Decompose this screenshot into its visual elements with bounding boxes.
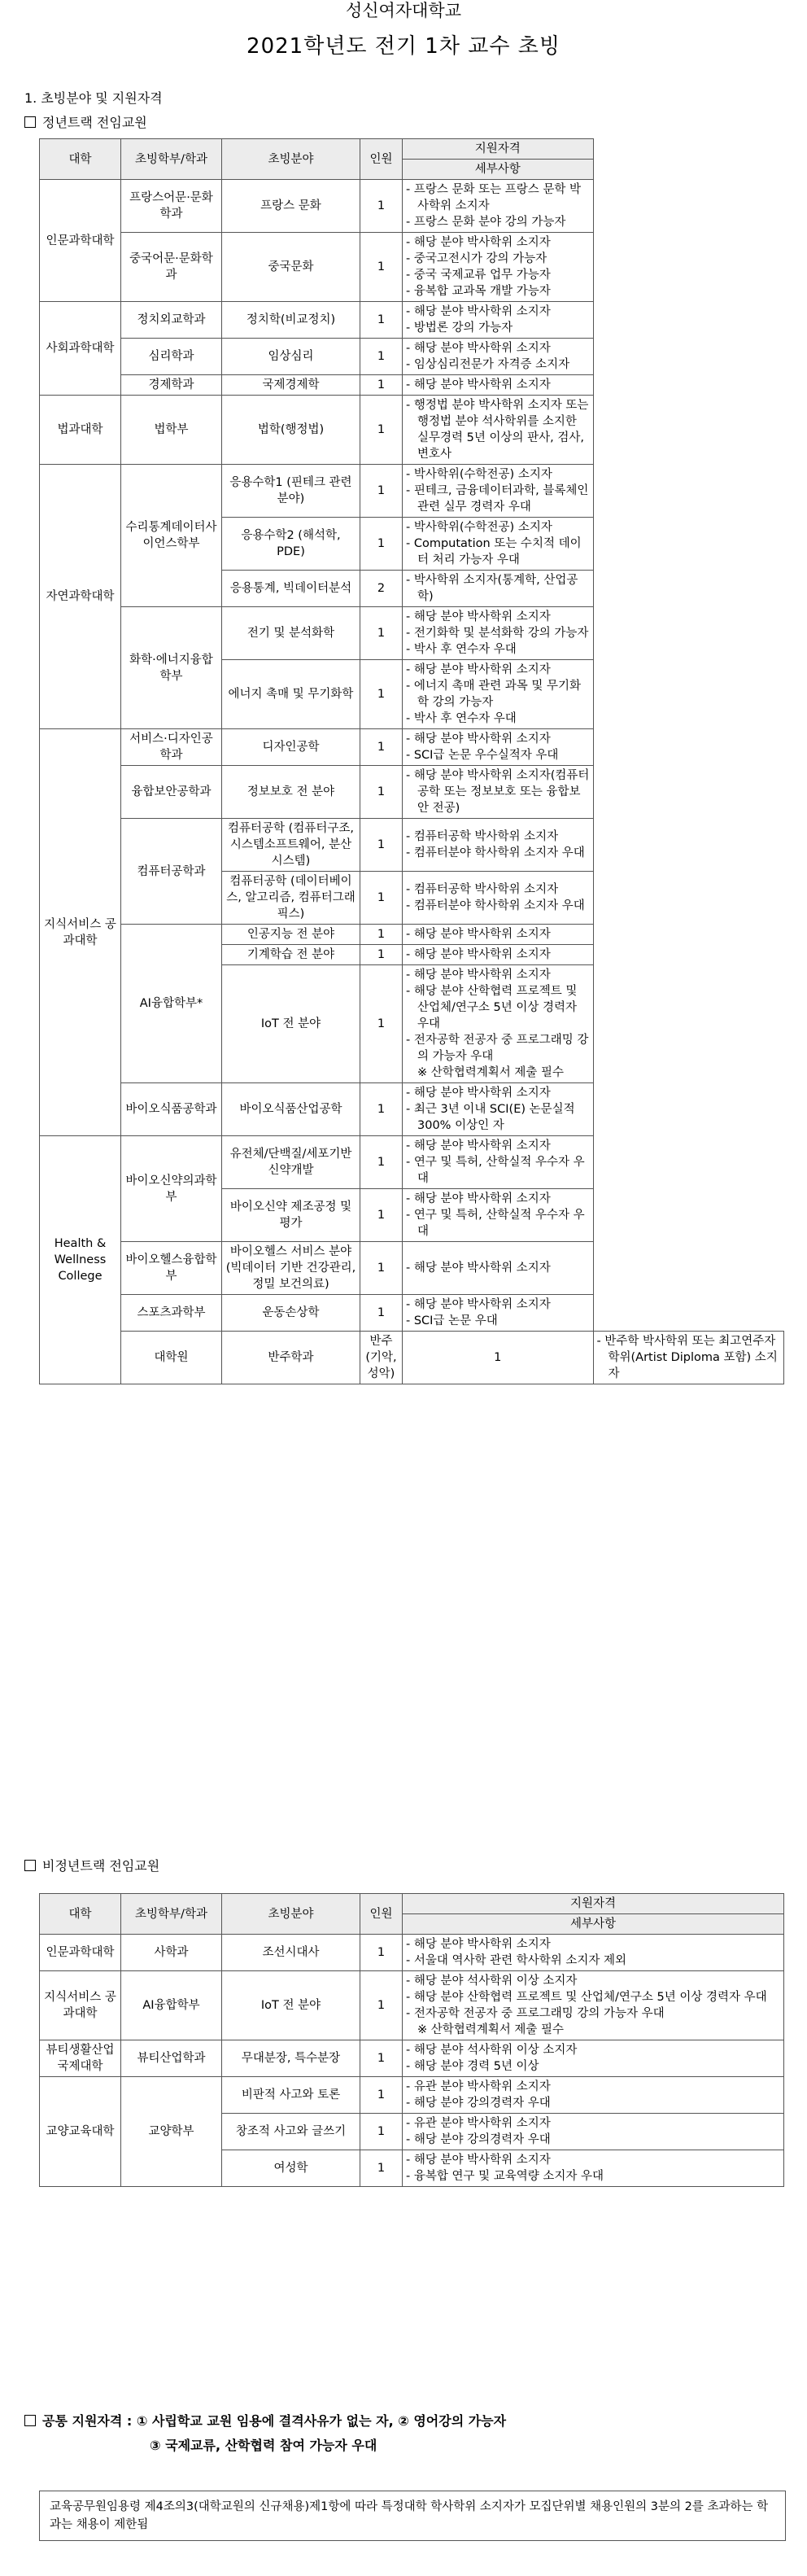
qualification-item: - 중국 국제교류 업무 가능자 (406, 267, 590, 283)
field-cell: 조선시대사 (222, 1935, 360, 1971)
qualification-item: - 해당 분야 강의경력자 우대 (406, 2132, 780, 2148)
table-row (40, 396, 784, 465)
college-cell: 교양교육대학 (40, 2077, 121, 2187)
qualification-item: - 임상심리전문가 자격증 소지자 (406, 356, 590, 373)
count-cell: 1 (360, 945, 403, 965)
col-count: 인원 (360, 1894, 403, 1935)
col-qual: 지원자격 (403, 139, 594, 160)
field-cell: 디자인공학 (222, 729, 360, 766)
table-row (40, 2040, 784, 2077)
qualification-item: - 해당 분야 산학협력 프로젝트 및 산업체/연구소 5년 이상 경력자 우대 (406, 1989, 780, 2005)
col-qual-sub: 세부사항 (403, 1914, 784, 1935)
dept-cell: 중국어문·문화학과 (121, 233, 222, 302)
count-cell: 1 (360, 1189, 403, 1242)
qualification-item: - 해당 분야 박사학위 소지자 (406, 609, 590, 625)
dept-cell: AI융합학부 (121, 1971, 222, 2040)
count-cell: 1 (360, 766, 403, 819)
col-qual: 지원자격 (403, 1894, 784, 1914)
qualification-item: - 해당 분야 박사학위 소지자 (406, 340, 590, 356)
qualification-cell (403, 518, 594, 571)
track-label: 비정년트랙 전임교원 (42, 1858, 160, 1874)
count-cell: 1 (360, 819, 403, 872)
table-row (40, 465, 784, 518)
field-cell: 컴퓨터공학 (데이터베이스, 알고리즘, 컴퓨터그래픽스) (222, 872, 360, 925)
qualification-item: - 해당 분야 박사학위 소지자 (406, 1085, 590, 1101)
dept-cell: 바이오신약의과학부 (121, 1136, 222, 1242)
qualification-item: - 반주학 박사학위 또는 최고연주자 학위(Artist Diploma 포함) 소지자 (597, 1333, 781, 1382)
dept-cell: 서비스·디자인공학과 (121, 729, 222, 766)
field-cell: 임상심리 (222, 339, 360, 375)
qualification-cell (403, 465, 594, 518)
field-cell: 바이오신약 제조공정 및 평가 (222, 1189, 360, 1242)
qualification-item: - 융복합 교과목 개발 가능자 (406, 283, 590, 300)
dept-cell: 바이오헬스융합학부 (121, 1242, 222, 1295)
dept-cell: 교양학부 (121, 2077, 222, 2187)
field-cell: 바이오헬스 서비스 분야 (빅데이터 기반 건강관리, 정밀 보건의료) (222, 1242, 360, 1295)
qualification-item: - 박사 후 연수자 우대 (406, 641, 590, 658)
count-cell: 1 (360, 396, 403, 465)
field-cell: 응용수학2 (해석학, PDE) (222, 518, 360, 571)
qualification-item: - 전기화학 및 분석화학 강의 가능자 (406, 625, 590, 641)
count-cell: 1 (360, 607, 403, 660)
dept-cell: 바이오식품공학과 (121, 1083, 222, 1136)
dept-cell: 법학부 (121, 396, 222, 465)
table-row (40, 1136, 784, 1189)
qualification-item: - 서울대 역사학 관련 학사학위 소지자 제외 (406, 1953, 780, 1969)
count-cell: 1 (360, 180, 403, 233)
dept-cell: 수리통계데이터사이언스학부 (121, 465, 222, 607)
qualification-item: - 해당 분야 박사학위 소지자 (406, 1297, 590, 1313)
qualification-item: - 해당 분야 박사학위 소지자 (406, 1260, 590, 1276)
col-college: 대학 (40, 139, 121, 180)
count-cell: 1 (360, 1295, 403, 1332)
count-cell: 1 (360, 375, 403, 396)
count-cell: 1 (360, 925, 403, 945)
count-cell: 1 (360, 872, 403, 925)
dept-cell: 반주학과 (222, 1332, 360, 1384)
qualification-item: - 박사학위 소지자(통계학, 산업공학) (406, 572, 590, 605)
qualification-cell (593, 1332, 784, 1384)
qualification-item: - 해당 분야 석사학위 이상 소지자 (406, 2042, 780, 2058)
qualification-cell (403, 1242, 594, 1295)
field-cell: 법학(행정법) (222, 396, 360, 465)
track-heading-tenure (24, 114, 147, 132)
qualification-cell (403, 180, 594, 233)
dept-cell: 융합보안공학과 (121, 766, 222, 819)
college-cell: 인문과학대학 (40, 1935, 121, 1971)
college-cell: 지식서비스 공과대학 (40, 1971, 121, 2040)
count-cell: 1 (360, 1136, 403, 1189)
count-cell: 1 (360, 465, 403, 518)
field-cell: 응용수학1 (핀테크 관련 분야) (222, 465, 360, 518)
qualification-note: ※ 산학협력계획서 제출 필수 (417, 2023, 565, 2036)
count-cell: 1 (360, 1935, 403, 1971)
field-cell: 에너지 촉매 및 무기화학 (222, 660, 360, 729)
qualification-item: - 연구 및 특허, 산학실적 우수자 우대 (406, 1154, 590, 1187)
qualification-item: - 유관 분야 박사학위 소지자 (406, 2115, 780, 2132)
table-row (40, 1332, 784, 1384)
table-row (40, 1935, 784, 1971)
qualification-item: - 해당 분야 박사학위 소지자 (406, 1191, 590, 1207)
qualification-item: - 최근 3년 이내 SCI(E) 논문실적 300% 이상인 자 (406, 1101, 590, 1134)
common-qualifications-line2: ③ 국제교류, 산학협력 참여 가능자 우대 (150, 2438, 377, 2453)
qualification-item: - 전자공학 전공자 중 프로그래밍 강의 가능자 우대 (406, 2005, 780, 2022)
col-count: 인원 (360, 139, 403, 180)
qualification-item: - 에너지 촉매 관련 과목 및 무기화학 강의 가능자 (406, 678, 590, 711)
qualification-item: - 컴퓨터공학 박사학위 소지자 (406, 829, 590, 845)
qualification-item: - SCI급 논문 우수실적자 우대 (406, 747, 590, 763)
qualification-item: - 해당 분야 박사학위 소지자(컴퓨터공학 또는 정보보호 또는 융합보안 전공) (406, 768, 590, 816)
qualification-item: - 해당 분야 박사학위 소지자 (406, 1936, 780, 1953)
qualification-item: - SCI급 논문 우대 (406, 1313, 590, 1329)
field-cell: 전기 및 분석화학 (222, 607, 360, 660)
qualification-item: - 해당 분야 박사학위 소지자 (406, 662, 590, 678)
table-row (40, 925, 784, 945)
field-cell: 여성학 (222, 2150, 360, 2187)
college-cell: 사회과학대학 (40, 302, 121, 396)
college-cell: Health & Wellness College (40, 1136, 121, 1384)
qualification-cell (403, 2040, 784, 2077)
qualification-item: - 박사 후 연수자 우대 (406, 711, 590, 727)
qualification-item: - 해당 분야 경력 5년 이상 (406, 2058, 780, 2075)
college-cell: 인문과학대학 (40, 180, 121, 302)
qualification-item: - 전자공학 전공자 중 프로그래밍 강의 가능자 우대 (406, 1032, 590, 1065)
field-cell: 비판적 사고와 토론 (222, 2077, 360, 2114)
qualification-item: - 컴퓨터분야 학사학위 소지자 우대 (406, 898, 590, 914)
qualification-cell (403, 965, 594, 1083)
field-cell: 창조적 사고와 글쓰기 (222, 2114, 360, 2150)
qualification-item: - 박사학위(수학전공) 소지자 (406, 466, 590, 483)
dept-cell: 사학과 (121, 1935, 222, 1971)
table-row (40, 302, 784, 339)
count-cell: 1 (403, 1332, 594, 1384)
col-field: 초빙분야 (222, 1894, 360, 1935)
count-cell: 1 (360, 1083, 403, 1136)
field-cell: 인공지능 전 분야 (222, 925, 360, 945)
qualification-cell (403, 1935, 784, 1971)
qualification-item: - 방법론 강의 가능자 (406, 320, 590, 336)
qualification-item: - 핀테크, 금융데이터과학, 블록체인 관련 실무 경력자 우대 (406, 483, 590, 515)
qualification-item: - 해당 분야 박사학위 소지자 (406, 926, 590, 942)
qualification-cell (403, 945, 594, 965)
table-row (40, 1242, 784, 1295)
field-cell: 바이오식품산업공학 (222, 1083, 360, 1136)
qualification-item: - 해당 분야 박사학위 소지자 (406, 731, 590, 747)
section-heading: 1. 초빙분야 및 지원자격 (24, 90, 163, 106)
table-row (40, 339, 784, 375)
checkbox-icon (24, 1860, 36, 1871)
qualification-item: - 해당 분야 박사학위 소지자 (406, 967, 590, 983)
track-heading-nontenure (24, 1857, 159, 1875)
field-cell: 유전체/단백질/세포기반 신약개발 (222, 1136, 360, 1189)
qualification-item: - 컴퓨터공학 박사학위 소지자 (406, 881, 590, 898)
col-field: 초빙분야 (222, 139, 360, 180)
table-row (40, 1971, 784, 2040)
qualification-cell (403, 2150, 784, 2187)
table-row (40, 180, 784, 233)
qualification-cell (403, 1971, 784, 2040)
dept-cell: 심리학과 (121, 339, 222, 375)
qualification-cell (403, 571, 594, 607)
qualification-cell (403, 607, 594, 660)
dept-cell: 컴퓨터공학과 (121, 819, 222, 925)
checkbox-icon (24, 116, 36, 128)
qualification-item: - 해당 분야 박사학위 소지자 (406, 947, 590, 963)
field-cell: 무대분장, 특수분장 (222, 2040, 360, 2077)
qualification-item: - 해당 분야 강의경력자 우대 (406, 2095, 780, 2111)
col-dept: 초빙학부/학과 (121, 1894, 222, 1935)
college-cell: 자연과학대학 (40, 465, 121, 729)
qualification-cell (403, 233, 594, 302)
table-row (40, 729, 784, 766)
count-cell: 1 (360, 339, 403, 375)
field-cell: 중국문화 (222, 233, 360, 302)
checkbox-icon (24, 2415, 36, 2426)
col-college: 대학 (40, 1894, 121, 1935)
qualification-cell (403, 375, 594, 396)
qualification-note: ※ 산학협력계획서 제출 필수 (417, 1066, 565, 1079)
count-cell: 1 (360, 1971, 403, 2040)
qualification-cell (403, 1136, 594, 1189)
qualification-item: - 프랑스 문화 또는 프랑스 문학 박사학위 소지자 (406, 182, 590, 214)
count-cell: 1 (360, 2150, 403, 2187)
field-cell: 기계학습 전 분야 (222, 945, 360, 965)
table-row (40, 233, 784, 302)
common-label: 공통 지원자격 : ① 사립학교 교원 임용에 결격사유가 없는 자, ② 영어강의 가능자 (42, 2413, 507, 2429)
col-dept: 초빙학부/학과 (121, 139, 222, 180)
count-cell: 1 (360, 729, 403, 766)
qualification-cell (403, 1295, 594, 1332)
table-row (40, 607, 784, 660)
col-qual-sub: 세부사항 (403, 160, 594, 180)
qualification-item: - 해당 분야 박사학위 소지자 (406, 234, 590, 251)
dept-cell: 스포츠과학부 (121, 1295, 222, 1332)
dept-cell: 화학·에너지융합학부 (121, 607, 222, 729)
field-cell: 응용통계, 빅데이터분석 (222, 571, 360, 607)
table-row (40, 1083, 784, 1136)
field-cell: 프랑스 문화 (222, 180, 360, 233)
qualification-item: - 유관 분야 박사학위 소지자 (406, 2079, 780, 2095)
qualification-item: - 컴퓨터분야 학사학위 소지자 우대 (406, 845, 590, 861)
college-cell: 대학원 (121, 1332, 222, 1384)
count-cell: 1 (360, 518, 403, 571)
qualification-cell (403, 872, 594, 925)
qualification-cell (403, 766, 594, 819)
tenure-track-table (39, 138, 784, 1384)
field-cell: 정치학(비교정치) (222, 302, 360, 339)
count-cell: 1 (360, 2040, 403, 2077)
qualification-cell (403, 302, 594, 339)
qualification-cell (403, 396, 594, 465)
field-cell: 국제경제학 (222, 375, 360, 396)
table-row (40, 2077, 784, 2114)
qualification-item: - 프랑스 문화 분야 강의 가능자 (406, 214, 590, 230)
qualification-cell (403, 339, 594, 375)
count-cell: 1 (360, 2114, 403, 2150)
qualification-cell (403, 1083, 594, 1136)
dept-cell: 뷰티산업학과 (121, 2040, 222, 2077)
qualification-item: - 해당 분야 산학협력 프로젝트 및 산업체/연구소 5년 이상 경력자 우대 (406, 983, 590, 1032)
qualification-item: - 해당 분야 석사학위 이상 소지자 (406, 1973, 780, 1989)
table-row (40, 766, 784, 819)
qualification-item: - 연구 및 특허, 산학실적 우수자 우대 (406, 1207, 590, 1240)
qualification-cell (403, 1189, 594, 1242)
qualification-cell (403, 925, 594, 945)
field-cell: 반주(기악, 성악) (360, 1332, 403, 1384)
count-cell: 1 (360, 1242, 403, 1295)
college-cell: 뷰티생활산업국제대학 (40, 2040, 121, 2077)
field-cell: IoT 전 분야 (222, 965, 360, 1083)
qualification-item: - 해당 분야 박사학위 소지자 (406, 304, 590, 320)
college-cell: 지식서비스 공과대학 (40, 729, 121, 1136)
qualification-item: - 행정법 분야 박사학위 소지자 또는 행정법 분야 석사학위를 소지한 실무경력 5년 이상의 판사, 검사, 변호사 (406, 397, 590, 462)
field-cell: 운동손상학 (222, 1295, 360, 1332)
field-cell: IoT 전 분야 (222, 1971, 360, 2040)
qualification-item: - 융복합 연구 및 교육역량 소지자 우대 (406, 2168, 780, 2185)
dept-cell: 프랑스어문·문화학과 (121, 180, 222, 233)
count-cell: 2 (360, 571, 403, 607)
qualification-item: - 해당 분야 박사학위 소지자 (406, 1138, 590, 1154)
college-cell: 법과대학 (40, 396, 121, 465)
non-tenure-track-table (39, 1893, 784, 2187)
count-cell: 1 (360, 660, 403, 729)
dept-cell: 정치외교학과 (121, 302, 222, 339)
qualification-cell (403, 2077, 784, 2114)
qualification-item: - 박사학위(수학전공) 소지자 (406, 519, 590, 536)
count-cell: 1 (360, 233, 403, 302)
qualification-item: - 해당 분야 박사학위 소지자 (406, 377, 590, 393)
qualification-cell (403, 729, 594, 766)
dept-cell: 경제학과 (121, 375, 222, 396)
qualification-cell (403, 2114, 784, 2150)
school-name: 성신여자대학교 (345, 1, 461, 20)
dept-cell: AI융합학부* (121, 925, 222, 1083)
qualification-cell (403, 660, 594, 729)
count-cell: 1 (360, 302, 403, 339)
table-row (40, 819, 784, 872)
track-label: 정년트랙 전임교원 (42, 115, 147, 130)
qualification-cell (403, 819, 594, 872)
table-row (40, 1295, 784, 1332)
qualification-item: - 해당 분야 박사학위 소지자 (406, 2152, 780, 2168)
notice-box: 교육공무원임용령 제4조의3(대학교원의 신규채용)제1항에 따라 특정대학 학사학위 소지자가 모집단위별 채용인원의 3분의 2를 초과하는 학과는 채용이 제한됨 (39, 2491, 786, 2541)
field-cell: 컴퓨터공학 (컴퓨터구조, 시스템소프트웨어, 분산시스템) (222, 819, 360, 872)
common-qualifications (24, 2409, 506, 2434)
count-cell: 1 (360, 965, 403, 1083)
field-cell: 정보보호 전 분야 (222, 766, 360, 819)
qualification-item: - Computation 또는 수치적 데이터 처리 가능자 우대 (406, 536, 590, 568)
table-row (40, 375, 784, 396)
count-cell: 1 (360, 2077, 403, 2114)
page-title: 2021학년도 전기 1차 교수 초빙 (246, 34, 561, 59)
qualification-item: - 중국고전시가 강의 가능자 (406, 251, 590, 267)
